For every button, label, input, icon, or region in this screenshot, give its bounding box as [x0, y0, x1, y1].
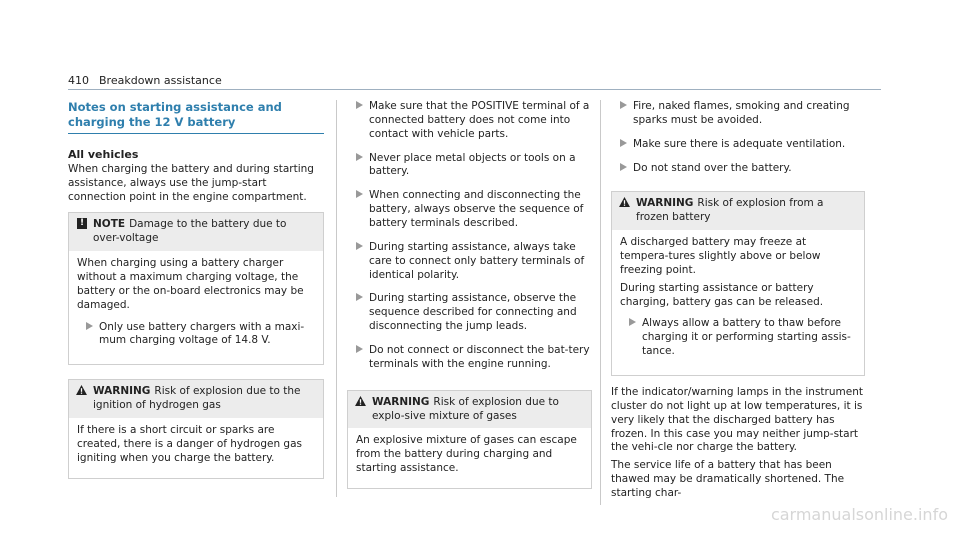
warning-box-body	[69, 418, 323, 478]
warning-body-1: A discharged battery may freeze at tempera-tures slightly above or below freezing point.	[620, 236, 821, 276]
watermark-text: carmanualsonline.info	[770, 504, 948, 524]
list-item	[611, 100, 865, 128]
list-item-text: Make sure there is adequate ventilation.	[633, 137, 846, 150]
warning-triangle-icon	[619, 197, 630, 207]
warning-box-header	[612, 192, 864, 230]
bullet-arrow-icon	[356, 101, 363, 109]
bullet-arrow-icon	[356, 153, 363, 161]
warning-title: Risk of explosion from a frozen battery	[636, 197, 824, 224]
list-item-text: Do not stand over the battery.	[633, 161, 792, 174]
header-title: Breakdown assistance	[99, 74, 222, 87]
warning-keyword: WARNING	[636, 197, 694, 210]
exclamation-icon: !	[77, 218, 87, 229]
warning-box-body	[348, 428, 591, 488]
page-header	[68, 74, 222, 89]
list-item-text: Fire, naked flames, smoking and creating sparks must be avoided.	[633, 100, 850, 126]
all-vehicles-text: When charging the battery and during starting assistance, always use the jump-start connection point in the engine compartment.	[68, 162, 314, 203]
list-item	[347, 241, 592, 283]
note-bullet-text: Only use battery chargers with a maxi-mum charging voltage of 14.8 V.	[99, 320, 305, 347]
header-rule	[68, 89, 881, 90]
list-item	[347, 189, 592, 231]
note-box-header	[69, 213, 323, 251]
col2-bullet-list	[347, 100, 592, 372]
warning-bullet	[620, 317, 856, 359]
warning-box-body	[612, 230, 864, 375]
note-box	[68, 212, 324, 365]
warning-box-header	[348, 391, 591, 429]
warning-body: An explosive mixture of gases can escape from the battery during charging and starting assistance.	[356, 434, 577, 475]
list-item-text: When connecting and disconnecting the battery, always observe the sequence of battery terminals described.	[369, 189, 584, 230]
frozen-battery-paragraph: If the indicator/warning lamps in the instrument cluster do not light up at low temperatures, it is very likely that the discharged battery has frozen. In this case you may neither jump-start the vehi-cle nor charge the battery.	[611, 386, 863, 454]
list-item-text: During starting assistance, always take care to connect only battery terminals of identical polarity.	[369, 240, 585, 281]
warning-triangle-icon	[355, 396, 366, 406]
bullet-arrow-icon	[629, 318, 636, 326]
warning-keyword: WARNING	[372, 395, 430, 408]
column-2	[336, 100, 592, 497]
list-item-text: Never place metal objects or tools on a battery.	[369, 151, 576, 178]
column-3	[600, 100, 865, 505]
note-box-body	[69, 251, 323, 364]
list-item	[611, 162, 865, 176]
bullet-arrow-icon	[356, 345, 363, 353]
note-bullet	[77, 321, 315, 349]
list-item	[347, 152, 592, 180]
bullet-arrow-icon	[356, 242, 363, 250]
list-item	[347, 100, 592, 142]
page-number: 410	[68, 74, 89, 87]
section-title: Notes on starting assistance and charging the 12 V battery	[68, 100, 324, 134]
list-item	[347, 344, 592, 372]
bullet-arrow-icon	[356, 190, 363, 198]
list-item-text: During starting assistance, observe the sequence described for connecting and disconnecting the jump leads.	[369, 292, 577, 333]
warning-body: If there is a short circuit or sparks are created, there is a danger of hydrogen gas igniting when you charge the battery.	[77, 424, 303, 464]
col3-bullet-list	[611, 100, 865, 175]
warning-title: Risk of explosion due to the ignition of hydrogen gas	[93, 385, 301, 412]
warning-box-header	[69, 380, 323, 418]
note-keyword: NOTE	[93, 218, 126, 231]
column-1	[68, 100, 324, 487]
thawed-battery-paragraph: The service life of a battery that has been thawed may be dramatically shortened. The starting char-	[611, 459, 845, 500]
list-item	[611, 138, 865, 152]
bullet-arrow-icon	[620, 101, 627, 109]
warning-bullet-text: Always allow a battery to thaw before charging it or performing starting assis-tance.	[642, 317, 851, 358]
list-item	[347, 292, 592, 334]
list-item-text: Do not connect or disconnect the bat-tery terminals with the engine running.	[369, 344, 590, 370]
bullet-arrow-icon	[86, 322, 93, 330]
list-item-text: Make sure that the POSITIVE terminal of a connected battery does not come into contact with vehicle parts.	[369, 100, 590, 140]
bullet-arrow-icon	[620, 163, 627, 171]
warning-keyword: WARNING	[93, 385, 151, 398]
warning-triangle-icon	[76, 385, 87, 395]
bullet-arrow-icon	[356, 293, 363, 301]
note-title: Damage to the battery due to over-voltage	[93, 218, 287, 245]
bullet-arrow-icon	[620, 139, 627, 147]
warning-box-explosive-gases	[347, 390, 592, 489]
warning-title: Risk of explosion due to explo-sive mixture of gases	[372, 395, 559, 422]
warning-box-hydrogen	[68, 379, 324, 478]
warning-box-frozen-battery	[611, 191, 865, 376]
note-body: When charging using a battery charger without a maximum charging voltage, the battery or the on-board electronics may be damaged.	[77, 257, 304, 311]
warning-body-2: During starting assistance or battery charging, battery gas can be released.	[620, 281, 824, 308]
subheading-all-vehicles: All vehicles	[68, 148, 139, 162]
